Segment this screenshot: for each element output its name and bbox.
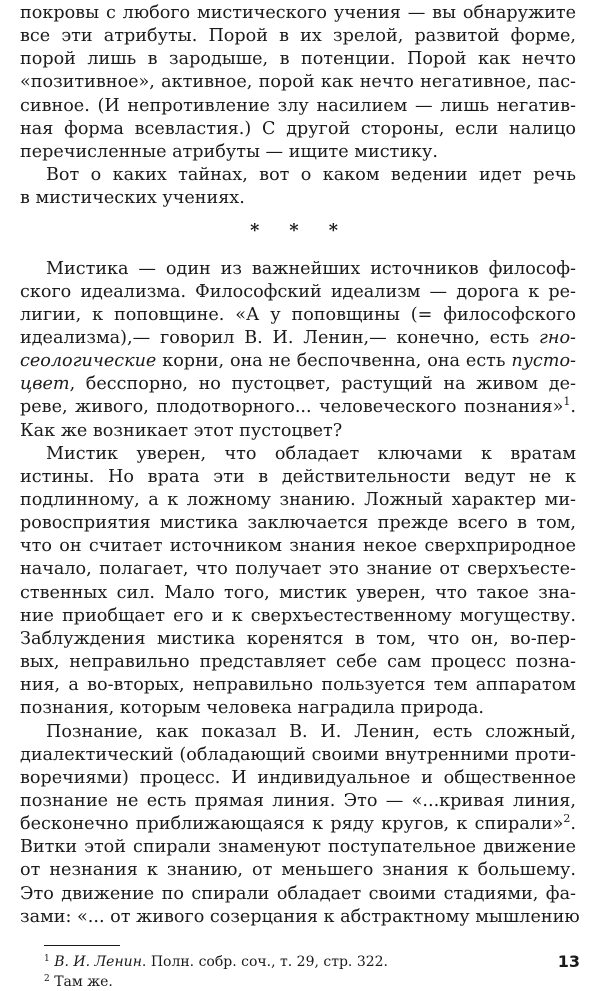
text-line: Познание, как показал В. И. Ленин, есть сложный, bbox=[46, 721, 576, 742]
italic-span: цвет bbox=[20, 374, 70, 395]
footnote-ref: 2 bbox=[563, 812, 571, 826]
text-line: Как же возникает этот пустоцвет? bbox=[20, 420, 343, 441]
text-line: порой лишь в зародыше, в потенции. Порой как нечто bbox=[20, 49, 576, 70]
italic-span: пусто- bbox=[511, 351, 576, 372]
text-line bbox=[20, 327, 576, 349]
italic-span: сеологические bbox=[20, 351, 157, 372]
text-line: от незнания к знанию, от меньшего знания к большему. bbox=[20, 860, 576, 881]
text-line: ние приобщает его и к сверхъестественному могуществу. bbox=[20, 605, 576, 626]
italic-span: гно- bbox=[538, 327, 576, 348]
text-span: , бесспорно, но пустоцвет, растущий на живом де- bbox=[69, 374, 576, 395]
page-number: 13 bbox=[557, 952, 580, 971]
footnote-author: В. И. Ленин bbox=[54, 953, 142, 970]
text-line bbox=[20, 373, 576, 395]
section-separator: * * * bbox=[250, 220, 350, 242]
text-line: Вот о каких тайнах, вот о каком ведении идет речь bbox=[46, 165, 576, 186]
text-span: идеализма),— говорил В. И. Ленин,— конечно, есть bbox=[20, 327, 539, 348]
text-line: лигии, к поповщине. «А у поповщины (= философского bbox=[20, 304, 576, 325]
text-span: корни, она не беспочвенна, она есть bbox=[156, 351, 512, 372]
text-line: Это движение по спирали обладает своими стадиями, фа- bbox=[20, 883, 576, 904]
text-line: что он считает источником знания некое сверхприродное bbox=[20, 536, 576, 557]
text-line: покровы с любого мистического учения — вы обнаружите bbox=[20, 3, 576, 23]
text-span: реве, живого, плодотворного... человеческого познания» bbox=[20, 397, 564, 418]
text-line: познание не есть прямая линия. Это — «...кривая линия, bbox=[20, 790, 576, 811]
text-line: вых, неправильно представляет себе сам процесс позна- bbox=[20, 652, 576, 673]
text-line: все эти атрибуты. Порой в их зрелой, развитой форме, bbox=[20, 26, 576, 47]
text-line: начало, полагает, что получает это знание от сверхъесте- bbox=[20, 559, 576, 580]
text-line: познания, которым человека наградила природа. bbox=[20, 698, 485, 719]
footnote bbox=[44, 973, 113, 991]
text-line: ровосприятия мистика заключается прежде всего в том, bbox=[20, 513, 576, 534]
text-line: истины. Но врата эти в действительности ведут не к bbox=[20, 466, 576, 487]
text-line: диалектический (обладающий своими внутренними проти- bbox=[20, 744, 576, 765]
text-line: зами: «... от живого созерцания к абстрактному мышлению bbox=[20, 906, 580, 927]
text-line: ского идеализма. Философский идеализм — дорога к ре- bbox=[20, 281, 576, 302]
text-line bbox=[20, 813, 576, 835]
text-span: . bbox=[570, 814, 576, 835]
text-line: в мистических учениях. bbox=[20, 188, 245, 209]
text-span: . bbox=[570, 397, 576, 418]
footnote-number: 2 bbox=[44, 973, 50, 984]
text-span: бесконечно приближающаяся к ряду кругов, к спирали» bbox=[20, 814, 564, 835]
text-line: ная форма всевластия.) С другой стороны, если налицо bbox=[20, 118, 576, 139]
text-line: «позитивное», активное, порой как нечто негативное, пас- bbox=[20, 72, 576, 93]
footnote-ref: 1 bbox=[563, 395, 571, 409]
text-line: ственных сил. Мало того, мистик уверен, что такое зна- bbox=[20, 582, 576, 603]
text-line: Мистик уверен, что обладает ключами к вратам bbox=[46, 443, 576, 464]
footnote-text: . Полн. собр. соч., т. 29, стр. 322. bbox=[141, 953, 389, 970]
text-line: подлинному, а к ложному знанию. Ложный характер ми- bbox=[20, 490, 576, 510]
footnote bbox=[44, 953, 388, 971]
text-line: Витки этой спирали знаменуют поступательное движение bbox=[20, 837, 576, 858]
text-line: ния, а во-вторых, неправильно пользуется тем аппаратом bbox=[20, 675, 576, 696]
footnote-number: 1 bbox=[44, 953, 50, 964]
text-line: воречиями) процесс. И индивидуальное и общественное bbox=[20, 767, 576, 788]
text-line bbox=[20, 396, 576, 418]
footnote-divider bbox=[44, 945, 120, 946]
text-line bbox=[20, 350, 576, 372]
text-line: сивное. (И непротивление злу насилием — лишь негатив- bbox=[20, 95, 576, 116]
text-line: Заблуждения мистика коренятся в том, что он, во-пер- bbox=[20, 628, 576, 649]
text-line: перечисленные атрибуты — ищите мистику. bbox=[20, 141, 438, 162]
text-line: Мистика — один из важнейших источников философ- bbox=[46, 258, 576, 279]
footnote-text: Там же. bbox=[54, 973, 113, 990]
